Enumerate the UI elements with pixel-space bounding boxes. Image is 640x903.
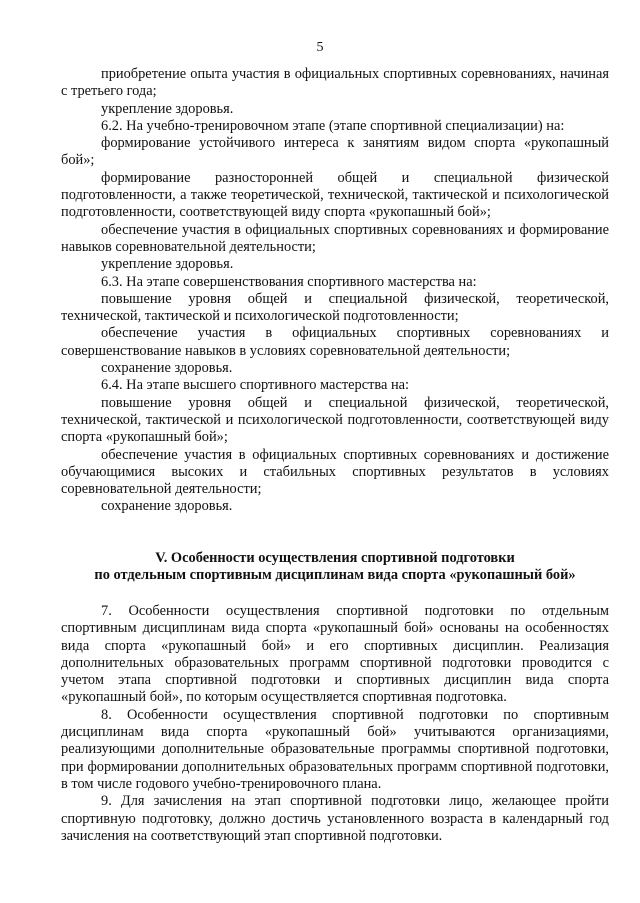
paragraph: укрепление здоровья. [101,256,234,273]
paragraph: 8. Особенности осуществления спортивной подготовки по спортивным дисциплинам вида спорта «рукопашный бой» учитываются организациями, реализующими дополнительные образовательные программы спортивной подготовки, при формировании дополнительных образовательных программ спортивной подготовки, в том числе годового учебно-тренировочного плана. [61,706,609,792]
paragraph: 6.4. На этапе высшего спортивного мастерства на: [101,377,410,394]
paragraph: 9. Для зачисления на этап спортивной подготовки лицо, желающее пройти спортивную подготовку, должно достичь установленного возраста в календарный год зачисления на соответствующий этап спортивной подготовки. [61,793,609,844]
paragraph: обеспечение участия в официальных спортивных соревнованиях и совершенствование навыков в условиях соревновательной деятельности; [61,325,609,359]
paragraph: укрепление здоровья. [101,100,234,117]
paragraph: сохранение здоровья. [101,360,233,377]
paragraph: приобретение опыта участия в официальных спортивных соревнованиях, начиная с третьего года; [61,66,609,100]
paragraph: 7. Особенности осуществления спортивной подготовки по отдельным спортивным дисциплинам вида спорта «рукопашный бой» основаны на особенностях вида спорта «рукопашный бой» и его спортивных дисциплин. Реализация дополнительных образовательных программ спортивной подготовки проводится с учетом этапа спортивной подготовки и спортивных дисциплин вида спорта «рукопашный бой», по которым осуществляется спортивная подготовка. [61,603,609,706]
section-heading-line: по отдельным спортивным дисциплинам вида спорта «рукопашный бой» [94,567,576,584]
section-heading [61,550,609,585]
paragraph: формирование разносторонней общей и специальной физической подготовленности, а также теоретической, технической, тактической и психологической подготовленности, соответствующей виду спорта «рукопашный бой»; [61,169,609,221]
section-heading-line: V. Особенности осуществления спортивной подготовки [155,550,515,566]
paragraph: повышение уровня общей и специальной физической, теоретической, технической, тактической и психологической подготовленности, соответствующей виду спорта «рукопашный бой»; [61,394,609,446]
bottom-text-block [61,603,609,845]
paragraph: 6.3. На этапе совершенствования спортивного мастерства на: [101,273,477,290]
paragraph: сохранение здоровья. [101,498,233,515]
paragraph: обеспечение участия в официальных спортивных соревнованиях и достижение обучающимися высоких и стабильных спортивных результатов в условиях соревновательной деятельности; [61,446,609,498]
paragraph: формирование устойчивого интереса к занятиям видом спорта «рукопашный бой»; [61,135,609,169]
paragraph: повышение уровня общей и специальной физической, теоретической, технической, тактической и психологической подготовленности; [61,290,609,325]
paragraph: обеспечение участия в официальных спортивных соревнованиях и формирование навыков соревновательной деятельности; [61,221,609,255]
top-text-block [61,66,609,516]
paragraph: 6.2. На учебно-тренировочном этапе (этапе спортивной специализации) на: [101,117,565,134]
page-number: 5 [316,40,324,55]
